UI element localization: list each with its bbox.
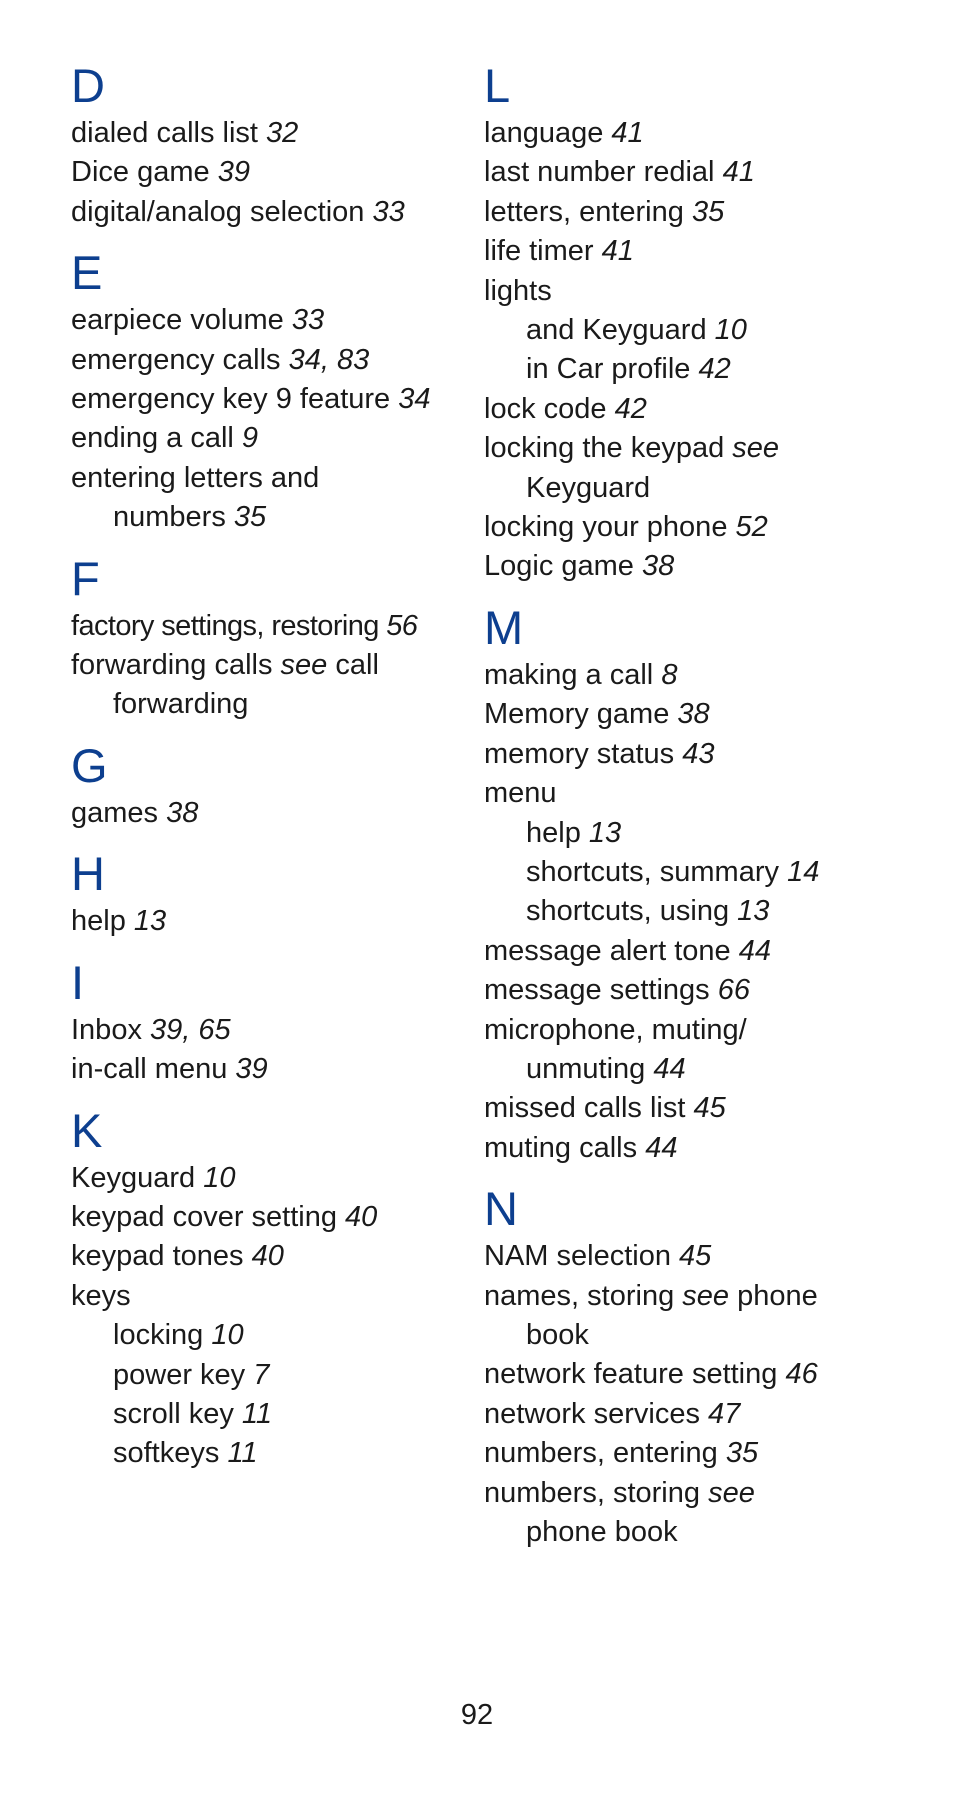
entry-page-number: 41 bbox=[722, 156, 755, 189]
entry-term: lock code bbox=[484, 392, 607, 425]
index-entry bbox=[484, 390, 904, 429]
index-section-e bbox=[71, 245, 451, 537]
index-subentry bbox=[484, 892, 904, 931]
entry-term: games bbox=[71, 796, 159, 829]
index-entry bbox=[484, 1011, 904, 1050]
section-letter: D bbox=[71, 59, 105, 112]
entry-page-number: 46 bbox=[785, 1358, 818, 1391]
index-section-k bbox=[71, 1103, 451, 1474]
entry-page-number: 66 bbox=[717, 974, 750, 1007]
index-subentry bbox=[71, 1316, 451, 1355]
index-entry bbox=[484, 547, 904, 586]
entry-term: keypad cover setting bbox=[71, 1200, 337, 1233]
entry-term: Inbox bbox=[71, 1013, 142, 1046]
entry-term: lights bbox=[484, 274, 552, 307]
entry-term: keys bbox=[71, 1279, 131, 1312]
index-entry bbox=[71, 1198, 451, 1237]
entry-term: help bbox=[526, 816, 581, 849]
entry-page-number: 39 bbox=[235, 1053, 268, 1086]
entry-term: Dice game bbox=[71, 156, 210, 189]
entry-page-number: 45 bbox=[693, 1092, 726, 1125]
index-subentry bbox=[484, 469, 904, 508]
index-entry bbox=[71, 459, 451, 498]
entry-page-number: 44 bbox=[645, 1131, 678, 1164]
index-entry bbox=[484, 1355, 904, 1394]
entry-page-number: 44 bbox=[653, 1052, 686, 1085]
section-letter: M bbox=[484, 600, 524, 654]
entry-see-target: phone bbox=[737, 1279, 818, 1312]
index-entry bbox=[484, 114, 904, 153]
entry-term: ending a call bbox=[71, 422, 234, 455]
entry-term: scroll key bbox=[113, 1397, 234, 1430]
entry-page-number: 45 bbox=[679, 1240, 712, 1273]
entry-term: book bbox=[526, 1318, 589, 1351]
entry-term: softkeys bbox=[113, 1437, 220, 1470]
section-letter: H bbox=[71, 847, 105, 901]
entry-term: numbers bbox=[113, 501, 226, 534]
index-section-f bbox=[71, 551, 451, 725]
entry-page-number: 56 bbox=[386, 609, 418, 642]
index-section-g bbox=[71, 738, 451, 833]
entry-page-number: 35 bbox=[233, 501, 267, 534]
index-entry bbox=[484, 1277, 904, 1316]
index-section-l bbox=[484, 58, 904, 587]
index-subentry bbox=[71, 685, 451, 724]
entry-page-number: 40 bbox=[251, 1240, 284, 1273]
entry-page-number: 9 bbox=[241, 422, 259, 455]
index-entry bbox=[71, 341, 451, 380]
entry-page-number: 10 bbox=[203, 1161, 236, 1194]
index-subentry bbox=[484, 311, 904, 350]
entry-term: phone book bbox=[526, 1516, 678, 1548]
entry-page-number: 42 bbox=[614, 392, 647, 425]
index-entry bbox=[484, 429, 904, 468]
index-subentry bbox=[71, 1434, 451, 1473]
entry-see-reference: see bbox=[280, 649, 328, 682]
entry-term: memory status bbox=[484, 737, 675, 770]
index-entry bbox=[71, 1159, 451, 1198]
index-subentry bbox=[484, 853, 904, 892]
index-entry bbox=[484, 774, 904, 813]
entry-term: shortcuts, using bbox=[526, 895, 730, 928]
index-subentry bbox=[484, 350, 904, 389]
section-letter: K bbox=[71, 1103, 103, 1157]
section-letter: E bbox=[71, 246, 103, 300]
index-entry bbox=[484, 932, 904, 971]
entry-term: locking the keypad bbox=[484, 432, 725, 465]
entry-term: message alert tone bbox=[484, 934, 731, 967]
entry-page-number: 39, 65 bbox=[150, 1013, 231, 1046]
index-subentry bbox=[71, 1395, 451, 1434]
entry-page-number: 7 bbox=[253, 1358, 270, 1391]
index-entry bbox=[71, 1050, 451, 1089]
entry-term: forwarding bbox=[113, 688, 249, 721]
index-subentry bbox=[71, 1356, 451, 1395]
entry-term: shortcuts, summary bbox=[526, 855, 779, 888]
index-entry bbox=[484, 1237, 904, 1276]
index-entry bbox=[484, 193, 904, 232]
entry-see-reference: see bbox=[732, 432, 780, 465]
index-entry bbox=[484, 1395, 904, 1434]
entry-term: unmuting bbox=[526, 1052, 646, 1085]
entry-term: and Keyguard bbox=[526, 314, 707, 347]
entry-term: emergency calls bbox=[71, 343, 281, 376]
entry-term: network feature setting bbox=[484, 1358, 778, 1391]
entry-term: menu bbox=[484, 777, 557, 810]
index-subentry bbox=[484, 1513, 904, 1552]
entry-page-number: 44 bbox=[738, 934, 771, 967]
section-letter: G bbox=[71, 738, 108, 792]
index-section-h bbox=[71, 846, 451, 941]
index-column-left bbox=[71, 58, 451, 1474]
index-entry bbox=[484, 232, 904, 271]
section-letter: F bbox=[71, 551, 100, 605]
entry-term: earpiece volume bbox=[71, 304, 284, 337]
entry-term: NAM selection bbox=[484, 1240, 671, 1273]
entry-page-number: 34, 83 bbox=[288, 343, 370, 376]
entry-term: Memory game bbox=[484, 698, 670, 731]
index-section-m bbox=[484, 600, 904, 1168]
index-entry bbox=[71, 380, 451, 419]
index-entry bbox=[71, 153, 451, 192]
entry-page-number: 13 bbox=[737, 895, 770, 928]
entry-term: locking your phone bbox=[484, 511, 728, 544]
index-entry bbox=[71, 193, 451, 232]
entry-term: numbers, entering bbox=[484, 1437, 718, 1470]
index-entry bbox=[484, 272, 904, 311]
entry-term: Keyguard bbox=[71, 1161, 196, 1194]
entry-term: language bbox=[484, 117, 604, 149]
entry-term: muting calls bbox=[484, 1131, 638, 1164]
entry-page-number: 14 bbox=[787, 855, 820, 888]
entry-page-number: 47 bbox=[708, 1397, 741, 1430]
entry-page-number: 35 bbox=[725, 1437, 759, 1470]
entry-term: digital/analog selection bbox=[71, 195, 365, 228]
index-entry bbox=[484, 153, 904, 192]
entry-term: network services bbox=[484, 1397, 700, 1430]
entry-page-number: 34 bbox=[398, 383, 431, 416]
entry-term: Keyguard bbox=[526, 471, 651, 504]
entry-page-number: 11 bbox=[241, 1397, 273, 1430]
index-entry bbox=[71, 1277, 451, 1316]
section-letter: N bbox=[484, 1182, 518, 1236]
index-entry bbox=[484, 695, 904, 734]
index-entry bbox=[484, 971, 904, 1010]
index-section-i bbox=[71, 955, 451, 1090]
index-entry bbox=[71, 1011, 451, 1050]
entry-page-number: 40 bbox=[345, 1200, 378, 1233]
entry-page-number: 41 bbox=[611, 117, 644, 149]
entry-page-number: 39 bbox=[217, 156, 250, 189]
entry-page-number: 33 bbox=[372, 195, 405, 228]
entry-term: keypad tones bbox=[71, 1240, 244, 1273]
entry-page-number: 41 bbox=[601, 235, 634, 268]
page-number: 92 bbox=[460, 1699, 494, 1731]
entry-page-number: 43 bbox=[682, 737, 715, 770]
entry-page-number: 10 bbox=[211, 1319, 244, 1352]
entry-term: factory settings, restoring bbox=[71, 609, 379, 642]
index-entry bbox=[71, 646, 451, 685]
index-entry bbox=[484, 735, 904, 774]
entry-term: letters, entering bbox=[484, 195, 684, 228]
entry-term: in-call menu bbox=[71, 1053, 228, 1086]
entry-term: help bbox=[71, 905, 126, 938]
index-entry bbox=[71, 607, 451, 646]
index-section-n bbox=[484, 1181, 904, 1552]
index-section-d bbox=[71, 58, 451, 232]
entry-term: making a call bbox=[484, 658, 654, 691]
entry-page-number: 52 bbox=[735, 511, 768, 544]
entry-term: numbers, storing bbox=[484, 1476, 700, 1509]
index-entry bbox=[484, 1089, 904, 1128]
index-entry bbox=[484, 1129, 904, 1168]
entry-term: microphone, muting/ bbox=[484, 1013, 747, 1046]
index-entry bbox=[484, 1474, 904, 1513]
entry-term: locking bbox=[113, 1319, 204, 1352]
index-entry bbox=[484, 508, 904, 547]
entry-term: power key bbox=[113, 1358, 246, 1391]
index-column-right bbox=[484, 58, 904, 1552]
entry-term: Logic game bbox=[484, 550, 634, 583]
entry-page-number: 11 bbox=[227, 1437, 258, 1470]
index-subentry bbox=[484, 1050, 904, 1089]
entry-page-number: 10 bbox=[714, 314, 747, 347]
entry-term: last number redial bbox=[484, 156, 715, 189]
section-letter: I bbox=[71, 955, 85, 1009]
index-entry bbox=[484, 1434, 904, 1473]
index-entry bbox=[71, 114, 451, 153]
entry-page-number: 35 bbox=[691, 195, 725, 228]
index-subentry bbox=[71, 498, 451, 537]
entry-page-number: 8 bbox=[661, 658, 678, 691]
index-entry bbox=[71, 1237, 451, 1276]
entry-page-number: 32 bbox=[266, 117, 299, 149]
entry-page-number: 42 bbox=[698, 353, 731, 386]
index-entry bbox=[71, 902, 451, 941]
entry-term: message settings bbox=[484, 974, 710, 1007]
entry-page-number: 38 bbox=[642, 550, 675, 583]
index-entry bbox=[484, 656, 904, 695]
entry-page-number: 33 bbox=[291, 304, 325, 337]
index-entry bbox=[71, 419, 451, 458]
entry-see-reference: see bbox=[708, 1476, 755, 1509]
index-subentry bbox=[484, 1316, 904, 1355]
entry-page-number: 38 bbox=[677, 698, 710, 731]
entry-page-number: 13 bbox=[588, 816, 622, 849]
index-entry bbox=[71, 301, 451, 340]
entry-see-target: call bbox=[335, 649, 379, 682]
entry-see-reference: see bbox=[682, 1279, 730, 1312]
index-subentry bbox=[484, 814, 904, 853]
section-letter: L bbox=[484, 59, 511, 112]
entry-page-number: 13 bbox=[133, 905, 167, 938]
entry-term: missed calls list bbox=[484, 1092, 686, 1125]
entry-term: forwarding calls bbox=[71, 649, 273, 682]
entry-term: dialed calls list bbox=[71, 117, 258, 149]
entry-term: in Car profile bbox=[526, 353, 691, 386]
index-entry bbox=[71, 794, 451, 833]
entry-term: emergency key 9 feature bbox=[71, 383, 391, 416]
entry-term: life timer bbox=[484, 235, 594, 268]
entry-term: names, storing bbox=[484, 1279, 675, 1312]
entry-term: entering letters and bbox=[71, 461, 320, 494]
entry-page-number: 38 bbox=[166, 796, 199, 829]
